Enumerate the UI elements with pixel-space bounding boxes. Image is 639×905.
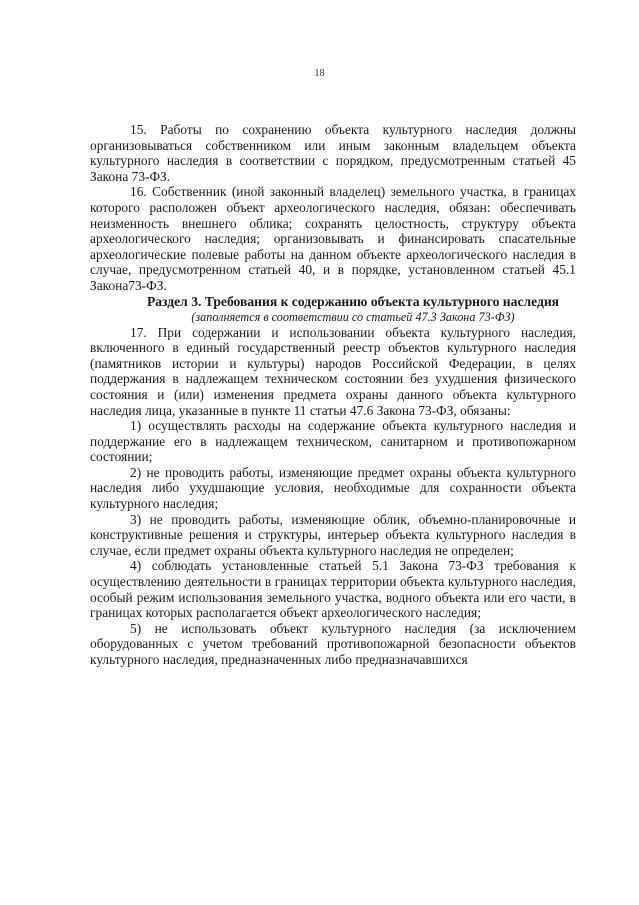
section-subtitle: (заполняется в соответствии со статьей 47.3 Закона 73-ФЗ)	[191, 309, 515, 324]
paragraph-16: 16. Собственник (иной законный владелец) земельного участка, в границах которого расположен объект археологического наследия, обязан: обеспечивать неизменность внешнего облика; сохранять целостность, структуру объекта археологического наследия; организовывать и финансировать спасательные археологические полевые работы на данном объекте археологического наследия в случае, предусмотренном статьей 40, и в порядке, установленном статьей 45.1 Закона73-ФЗ.	[90, 184, 576, 293]
list-item-4: 4) соблюдать установленные статьей 5.1 Закона 73-ФЗ требования к осуществлению деятельности в границах территории объекта культурного наследия, особый режим использования земельного участка, водного объекта или его части, в границах которых располагается объект археологического наследия;	[90, 558, 576, 621]
section-title: Раздел 3. Требования к содержанию объекта культурного наследия	[146, 293, 560, 309]
page-number: 18	[314, 68, 325, 79]
document-body	[90, 122, 576, 668]
list-item-5: 5) не использовать объект культурного наследия (за исключением оборудованных с учетом требований противопожарной безопасности объектов культурного наследия, предназначенных либо предназначавшихся	[90, 620, 576, 667]
paragraph-17: 17. При содержании и использовании объекта культурного наследия, включенного в единый государственный реестр объектов культурного наследия (памятников истории и культуры) народов Российской Федерации, в целях поддержания в надлежащем техническом состоянии без ухудшения физического состояния и (или) изменения предмета охраны данного объекта культурного наследия лица, указанные в пункте 11 статьи 47.6 Закона 73-ФЗ, обязаны:	[90, 324, 576, 418]
list-item-1: 1) осуществлять расходы на содержание объекта культурного наследия и поддержание его в надлежащем техническом, санитарном и противопожарном состоянии;	[90, 418, 576, 465]
paragraph-15: 15. Работы по сохранению объекта культурного наследия должны организовываться собственником или иным законным владельцем объекта культурного наследия в соответствии с порядком, предусмотренным статьей 45 Закона 73-ФЗ.	[90, 122, 576, 184]
list-item-3: 3) не проводить работы, изменяющие облик, объемно-планировочные и конструктивные решения и структуры, интерьер объекта культурного наследия в случае, если предмет охраны объекта культурного наследия не определен;	[90, 511, 576, 558]
list-item-2: 2) не проводить работы, изменяющие предмет охраны объекта культурного наследия либо ухудшающие условия, необходимые для сохранности объекта культурного наследия;	[90, 464, 576, 512]
